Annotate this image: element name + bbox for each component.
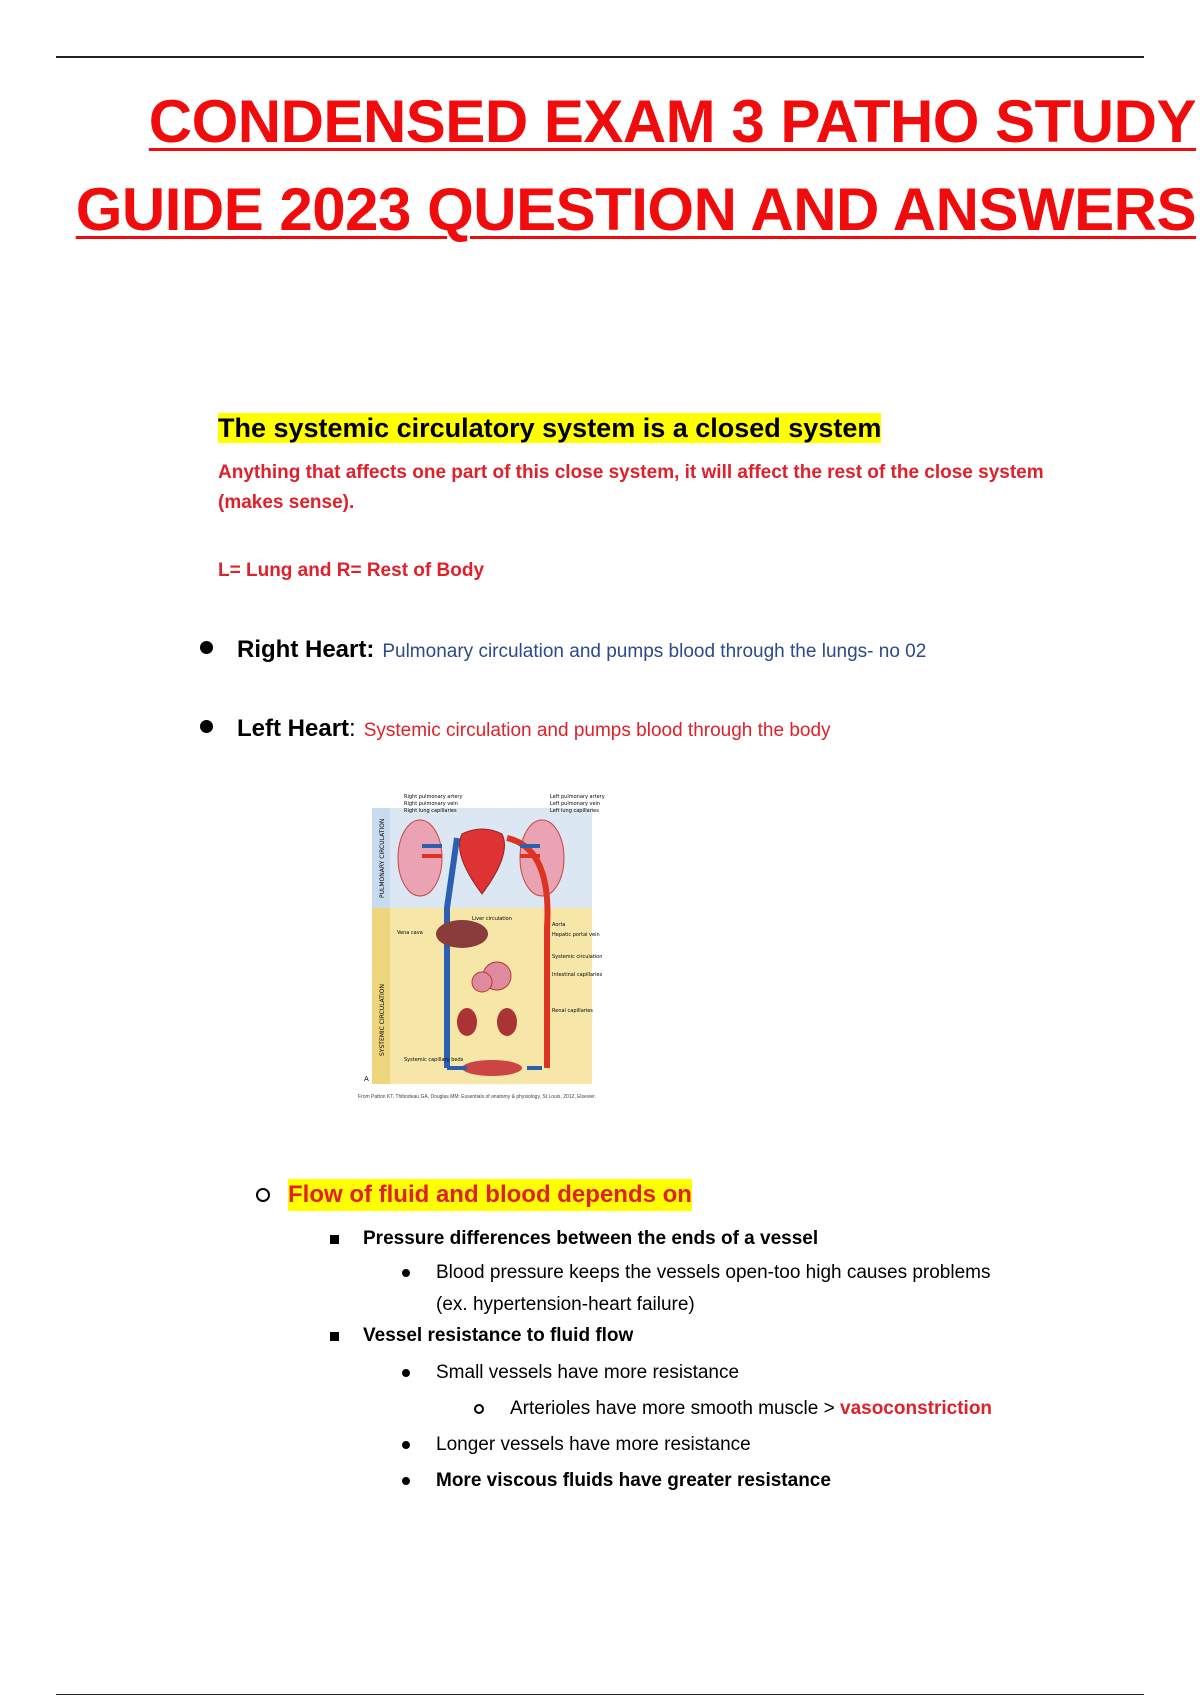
flow-subitem: Small vessels have more resistance xyxy=(402,1357,739,1389)
square-bullet-icon xyxy=(330,1332,339,1341)
band-bottom-label: SYSTEMIC CIRCULATION xyxy=(379,984,386,1056)
title-line-1: CONDENSED EXAM 3 PATHO STUDY xyxy=(148,88,1196,155)
right-label-6: Systemic circulation xyxy=(552,954,603,960)
flow-heading-row xyxy=(256,1179,692,1211)
flow-subitem: More viscous fluids have greater resistance xyxy=(402,1465,831,1497)
right-label-2: Left pulmonary vein xyxy=(550,801,601,807)
bullet-right-heart xyxy=(200,636,926,664)
section-heading: The systemic circulatory system is a closed system xyxy=(218,413,882,443)
bullet-icon xyxy=(200,641,213,654)
square-bullet-icon xyxy=(330,1235,339,1244)
left-label-4: Vena cava xyxy=(397,930,423,936)
flow-subitem: Longer vessels have more resistance xyxy=(402,1429,751,1461)
flow-subsubitem: Arterioles have more smooth muscle > vasoconstriction xyxy=(474,1398,992,1420)
bullet-label: Left Heart: xyxy=(237,715,356,742)
bullet-label: Right Heart: xyxy=(237,636,375,663)
panel-letter: A xyxy=(364,1075,369,1083)
document-title xyxy=(30,78,1196,254)
left-label-1: Right pulmonary artery xyxy=(404,794,463,800)
bullet-icon xyxy=(402,1369,410,1377)
bullet-icon xyxy=(402,1269,410,1277)
capillary-label: Systemic capillary beds xyxy=(404,1057,464,1063)
bullet-left-heart xyxy=(200,715,831,743)
legend-note: L= Lung and R= Rest of Body xyxy=(218,560,485,581)
right-label-1: Left pulmonary artery xyxy=(550,794,605,800)
bullet-text: Pulmonary circulation and pumps blood through the lungs- no 02 xyxy=(382,641,927,662)
hollow-bullet-icon xyxy=(474,1404,484,1414)
circulation-diagram-art xyxy=(292,786,662,1100)
right-label-4: Aorta xyxy=(552,922,566,928)
circulation-diagram xyxy=(292,786,662,1100)
left-label-2: Right pulmonary vein xyxy=(404,801,458,807)
right-label-3: Left lung capillaries xyxy=(550,808,599,814)
bullet-text: Systemic circulation and pumps blood through the body xyxy=(363,720,831,741)
flow-heading: Flow of fluid and blood depends on xyxy=(288,1179,692,1211)
flow-item-resistance: Vessel resistance to fluid flow xyxy=(330,1325,633,1347)
band-top-label: PULMONARY CIRCULATION xyxy=(379,818,386,898)
bullet-icon xyxy=(200,720,213,733)
bullet-icon xyxy=(402,1441,410,1449)
top-rule xyxy=(56,56,1144,58)
title-line-2: GUIDE 2023 QUESTION AND ANSWERS xyxy=(75,176,1196,243)
hollow-bullet-icon xyxy=(256,1188,270,1202)
section-note: Anything that affects one part of this close system, it will affect the rest of the close system (makes sense). xyxy=(218,462,1044,513)
bullet-icon xyxy=(402,1477,410,1485)
bottom-rule xyxy=(56,1694,1144,1695)
right-label-8: Renal capillaries xyxy=(552,1008,593,1014)
liver-label: Liver circulation xyxy=(472,916,512,922)
right-label-5: Hepatic portal vein xyxy=(552,932,600,938)
flow-item-pressure: Pressure differences between the ends of a vessel xyxy=(330,1228,818,1250)
figure-caption: From Patton KT, Thibodeau GA, Douglas MM: Essentials of anatomy & physiology, St Louis, 2012, Elsevier. xyxy=(358,1094,596,1100)
left-label-3: Right lung capillaries xyxy=(404,808,457,814)
right-label-7: Intestinal capillaries xyxy=(552,972,603,978)
flow-subitem: Blood pressure keeps the vessels open-too high causes problems (ex. hypertension-heart failure) xyxy=(402,1257,991,1321)
